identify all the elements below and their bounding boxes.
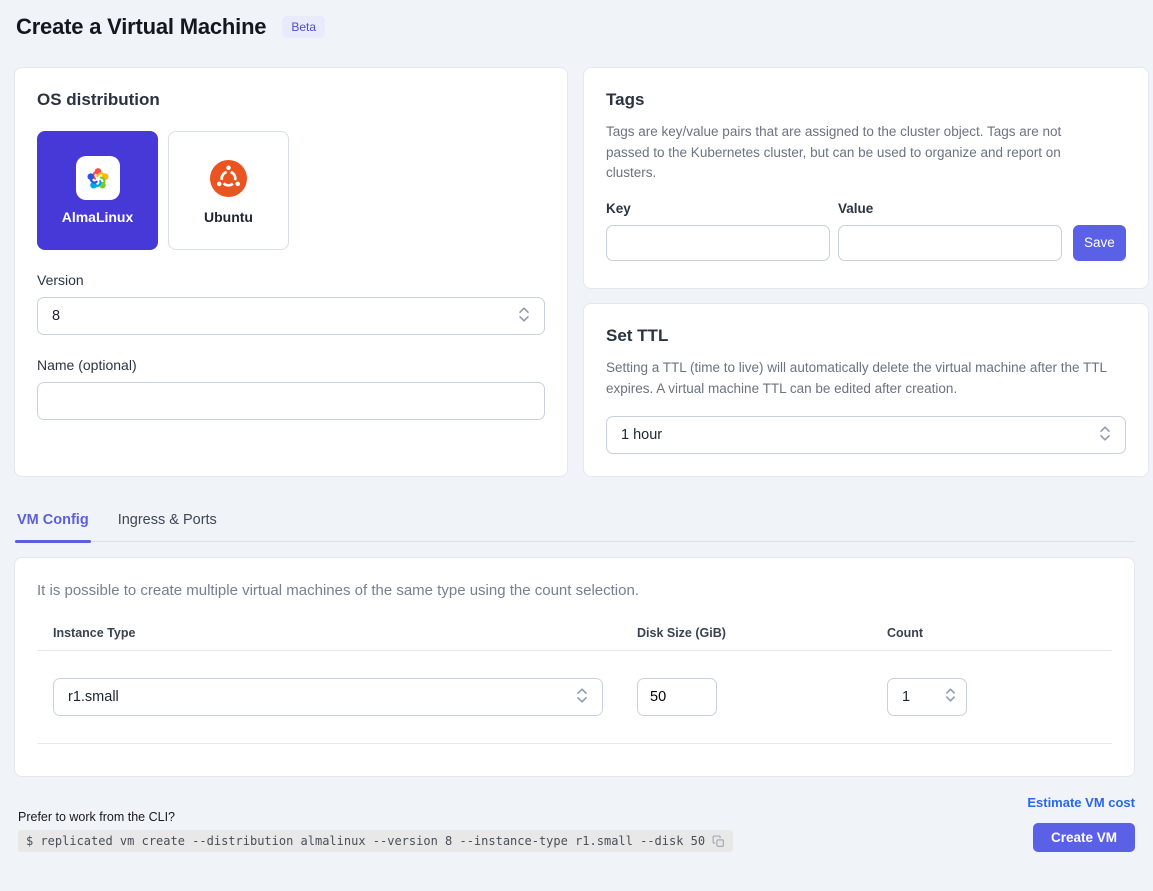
vm-config-card bbox=[14, 557, 1135, 777]
config-tabs bbox=[14, 502, 1135, 542]
name-label: Name (optional) bbox=[37, 357, 137, 373]
column-count: Count bbox=[887, 626, 924, 640]
top-section bbox=[14, 67, 1135, 477]
version-select[interactable] bbox=[37, 297, 545, 335]
updown-chevron-icon bbox=[576, 687, 588, 708]
tag-value-label: Value bbox=[838, 200, 874, 216]
version-label: Version bbox=[37, 272, 84, 288]
copy-icon[interactable] bbox=[712, 835, 725, 848]
tag-key-field bbox=[606, 201, 830, 261]
disk-size-input[interactable] bbox=[637, 678, 717, 716]
tag-key-label: Key bbox=[606, 200, 631, 216]
column-instance-type: Instance Type bbox=[53, 626, 136, 640]
cli-prompt: Prefer to work from the CLI? bbox=[18, 810, 176, 824]
cli-command-text: $ replicated vm create --distribution almalinux --version 8 --instance-type r1.small --disk 50 bbox=[26, 834, 706, 848]
updown-chevron-icon bbox=[945, 687, 956, 707]
cli-section bbox=[18, 810, 733, 852]
updown-chevron-icon bbox=[518, 306, 530, 327]
column-disk-size: Disk Size (GiB) bbox=[637, 626, 726, 640]
os-options bbox=[37, 131, 545, 250]
tab-vm-config[interactable]: VM Config bbox=[15, 502, 91, 541]
table-row-divider bbox=[37, 743, 1112, 744]
os-tile-ubuntu-label: Ubuntu bbox=[204, 209, 253, 225]
vm-table-header bbox=[15, 626, 1134, 640]
ttl-select[interactable] bbox=[606, 416, 1126, 454]
tag-value-field bbox=[838, 201, 1062, 261]
actions-section bbox=[1027, 795, 1135, 852]
os-card-title: OS distribution bbox=[37, 90, 160, 109]
os-tile-almalinux-label: AlmaLinux bbox=[61, 209, 134, 225]
beta-badge: Beta bbox=[282, 16, 325, 38]
version-select-value: 8 bbox=[52, 308, 61, 324]
create-vm-button[interactable]: Create VM bbox=[1033, 823, 1135, 852]
table-header-divider bbox=[37, 650, 1112, 651]
tags-form bbox=[606, 201, 1126, 261]
cli-command-block bbox=[18, 830, 733, 852]
ubuntu-logo-icon bbox=[210, 156, 247, 200]
save-tag-button[interactable]: Save bbox=[1073, 225, 1126, 261]
tags-card bbox=[583, 67, 1149, 289]
ttl-card-title: Set TTL bbox=[606, 326, 669, 345]
count-value: 1 bbox=[902, 689, 911, 705]
page-footer bbox=[14, 795, 1135, 852]
ttl-description: Setting a TTL (time to live) will automatically delete the virtual machine after the TTL expires. A virtual machine TTL can be edited after creation. bbox=[606, 360, 1107, 396]
almalinux-logo-icon bbox=[76, 156, 120, 200]
right-column bbox=[583, 67, 1149, 477]
ttl-card bbox=[583, 303, 1149, 477]
instance-type-value: r1.small bbox=[68, 689, 119, 705]
vm-table-row bbox=[15, 678, 1134, 716]
page-header bbox=[14, 14, 1135, 40]
ttl-select-value: 1 hour bbox=[621, 427, 663, 444]
updown-chevron-icon bbox=[1099, 425, 1111, 446]
os-tile-almalinux[interactable] bbox=[37, 131, 158, 250]
os-tile-ubuntu[interactable] bbox=[168, 131, 289, 250]
estimate-vm-cost-link[interactable]: Estimate VM cost bbox=[1027, 795, 1135, 810]
page-title: Create a Virtual Machine bbox=[16, 14, 267, 39]
os-distribution-card bbox=[14, 67, 568, 477]
tags-description: Tags are key/value pairs that are assigned to the cluster object. Tags are not passed to the Kubernetes cluster, but can be used to organize and report on clusters. bbox=[606, 124, 1062, 181]
count-stepper[interactable] bbox=[887, 678, 967, 716]
vm-config-intro: It is possible to create multiple virtual machines of the same type using the count selection. bbox=[37, 582, 639, 599]
tag-value-input[interactable] bbox=[838, 225, 1062, 261]
instance-type-select[interactable] bbox=[53, 678, 603, 716]
tag-key-input[interactable] bbox=[606, 225, 830, 261]
tab-ingress-ports[interactable]: Ingress & Ports bbox=[117, 512, 217, 528]
tags-card-title: Tags bbox=[606, 90, 645, 109]
name-input[interactable] bbox=[37, 382, 545, 420]
